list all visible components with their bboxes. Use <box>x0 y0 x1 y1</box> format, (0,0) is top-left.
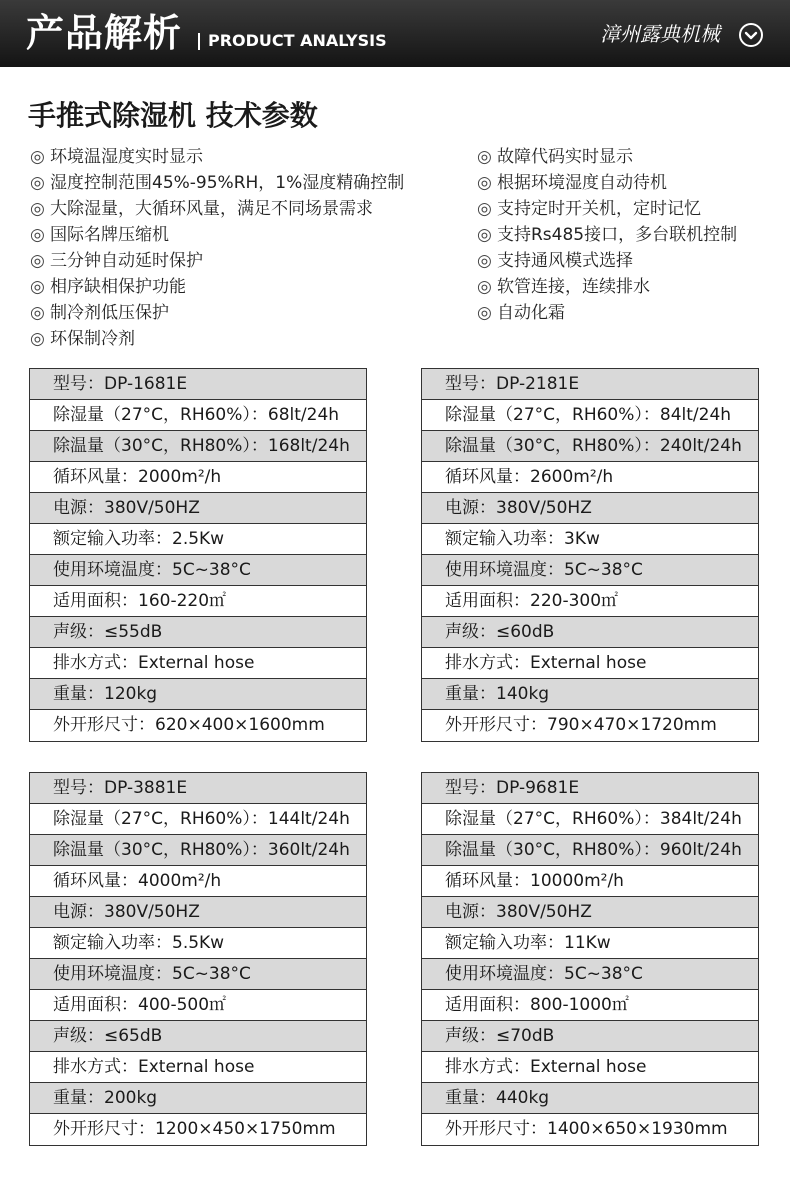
spec-row: 电源：380V/50HZ <box>30 897 366 928</box>
spec-row: 声级：≤55dB <box>30 617 366 648</box>
spec-row: 排水方式：External hose <box>30 648 366 679</box>
spec-row: 除温量（30°C，RH80%）：168lt/24h <box>30 431 366 462</box>
feature-text: 国际名牌压缩机 <box>50 225 169 245</box>
spec-row: 循环风量：2000m²/h <box>30 462 366 493</box>
bullet-icon: ◎ <box>30 277 45 297</box>
feature-text: 根据环境湿度自动待机 <box>497 173 667 193</box>
spec-row: 排水方式：External hose <box>30 1052 366 1083</box>
spec-row: 适用面积：800-1000㎡ <box>422 990 758 1021</box>
feature-item <box>477 222 737 248</box>
feature-item <box>30 274 186 300</box>
spec-row: 重量：440kg <box>422 1083 758 1114</box>
model-row: 型号：DP-1681E <box>30 369 366 400</box>
feature-item <box>477 248 633 274</box>
spec-row: 外开形尺寸：1200×450×1750mm <box>53 1119 336 1139</box>
feature-text: 大除湿量，大循环风量，满足不同场景需求 <box>50 199 373 219</box>
spec-row: 额定输入功率：3Kw <box>422 524 758 555</box>
spec-row: 除湿量（27°C，RH60%）：144lt/24h <box>30 804 366 835</box>
spec-row: 使用环境温度：5C~38°C <box>422 959 758 990</box>
feature-text: 支持通风模式选择 <box>497 251 633 271</box>
feature-item <box>477 196 701 222</box>
bullet-icon: ◎ <box>30 199 45 219</box>
feature-text: 支持Rs485接口，多台联机控制 <box>497 225 738 245</box>
feature-item <box>30 196 373 222</box>
header-subtitle: PRODUCT ANALYSIS <box>208 31 387 50</box>
spec-row: 额定输入功率：11Kw <box>422 928 758 959</box>
spec-row: 外开形尺寸：1400×650×1930mm <box>445 1119 728 1139</box>
bullet-icon: ◎ <box>30 303 45 323</box>
spec-row: 适用面积：400-500㎡ <box>30 990 366 1021</box>
spec-row: 除温量（30°C，RH80%）：360lt/24h <box>30 835 366 866</box>
feature-text: 相序缺相保护功能 <box>50 277 186 297</box>
spec-row: 声级：≤60dB <box>422 617 758 648</box>
bullet-icon: ◎ <box>30 329 45 349</box>
feature-item <box>30 170 404 196</box>
bullet-icon: ◎ <box>30 173 45 193</box>
spec-row: 电源：380V/50HZ <box>422 897 758 928</box>
spec-row: 除温量（30°C，RH80%）：240lt/24h <box>422 431 758 462</box>
feature-text: 故障代码实时显示 <box>497 147 633 167</box>
spec-row: 电源：380V/50HZ <box>422 493 758 524</box>
spec-row: 使用环境温度：5C~38°C <box>422 555 758 586</box>
feature-text: 自动化霜 <box>497 303 565 323</box>
chevron-down-icon <box>738 22 764 48</box>
bullet-icon: ◎ <box>30 147 45 167</box>
spec-row: 外开形尺寸：790×470×1720mm <box>445 715 717 735</box>
spec-row: 使用环境温度：5C~38°C <box>30 555 366 586</box>
spec-row: 适用面积：220-300㎡ <box>422 586 758 617</box>
spec-row: 外开形尺寸：620×400×1600mm <box>53 715 325 735</box>
spec-row: 除湿量（27°C，RH60%）：84lt/24h <box>422 400 758 431</box>
spec-row: 重量：120kg <box>30 679 366 710</box>
feature-text: 环境温湿度实时显示 <box>50 147 203 167</box>
spec-row: 声级：≤65dB <box>30 1021 366 1052</box>
spec-row: 循环风量：4000m²/h <box>30 866 366 897</box>
feature-item <box>30 326 135 352</box>
spec-row: 除湿量（27°C，RH60%）：68lt/24h <box>30 400 366 431</box>
model-row: 型号：DP-9681E <box>422 773 758 804</box>
feature-text: 软管连接，连续排水 <box>497 277 650 297</box>
spec-row: 排水方式：External hose <box>422 648 758 679</box>
spec-row: 除湿量（27°C，RH60%）：384lt/24h <box>422 804 758 835</box>
feature-text: 湿度控制范围45%-95%RH，1%湿度精确控制 <box>50 173 405 193</box>
header-divider <box>198 33 200 50</box>
feature-item <box>477 274 650 300</box>
feature-text: 三分钟自动延时保护 <box>50 251 203 271</box>
spec-row: 适用面积：160-220㎡ <box>30 586 366 617</box>
bullet-icon: ◎ <box>477 303 492 323</box>
feature-item <box>477 144 633 170</box>
page-title: 手推式除湿机 技术参数 <box>28 99 318 132</box>
bullet-icon: ◎ <box>477 199 492 219</box>
spec-row: 除温量（30°C，RH80%）：960lt/24h <box>422 835 758 866</box>
spec-row: 额定输入功率：2.5Kw <box>30 524 366 555</box>
spec-table <box>29 368 367 742</box>
feature-item <box>30 144 203 170</box>
header-banner <box>0 0 790 67</box>
feature-item <box>30 248 203 274</box>
bullet-icon: ◎ <box>477 225 492 245</box>
model-row: 型号：DP-2181E <box>422 369 758 400</box>
brand-name: 漳州露典机械 <box>600 22 720 46</box>
model-row: 型号：DP-3881E <box>30 773 366 804</box>
spec-table <box>29 772 367 1146</box>
spec-row: 循环风量：2600m²/h <box>422 462 758 493</box>
spec-row: 声级：≤70dB <box>422 1021 758 1052</box>
bullet-icon: ◎ <box>477 173 492 193</box>
feature-text: 环保制冷剂 <box>50 329 135 349</box>
bullet-icon: ◎ <box>477 277 492 297</box>
spec-row: 电源：380V/50HZ <box>30 493 366 524</box>
feature-text: 制冷剂低压保护 <box>50 303 169 323</box>
spec-table <box>421 368 759 742</box>
feature-text: 支持定时开关机，定时记忆 <box>497 199 701 219</box>
spec-table <box>421 772 759 1146</box>
spec-row: 循环风量：10000m²/h <box>422 866 758 897</box>
feature-item <box>477 170 667 196</box>
spec-row: 排水方式：External hose <box>422 1052 758 1083</box>
feature-item <box>30 222 169 248</box>
header-title: 产品解析 <box>26 11 183 55</box>
bullet-icon: ◎ <box>30 225 45 245</box>
feature-item <box>30 300 169 326</box>
bullet-icon: ◎ <box>30 251 45 271</box>
spec-row: 使用环境温度：5C~38°C <box>30 959 366 990</box>
feature-item <box>477 300 565 326</box>
spec-row: 重量：200kg <box>30 1083 366 1114</box>
bullet-icon: ◎ <box>477 251 492 271</box>
spec-row: 重量：140kg <box>422 679 758 710</box>
bullet-icon: ◎ <box>477 147 492 167</box>
spec-row: 额定输入功率：5.5Kw <box>30 928 366 959</box>
